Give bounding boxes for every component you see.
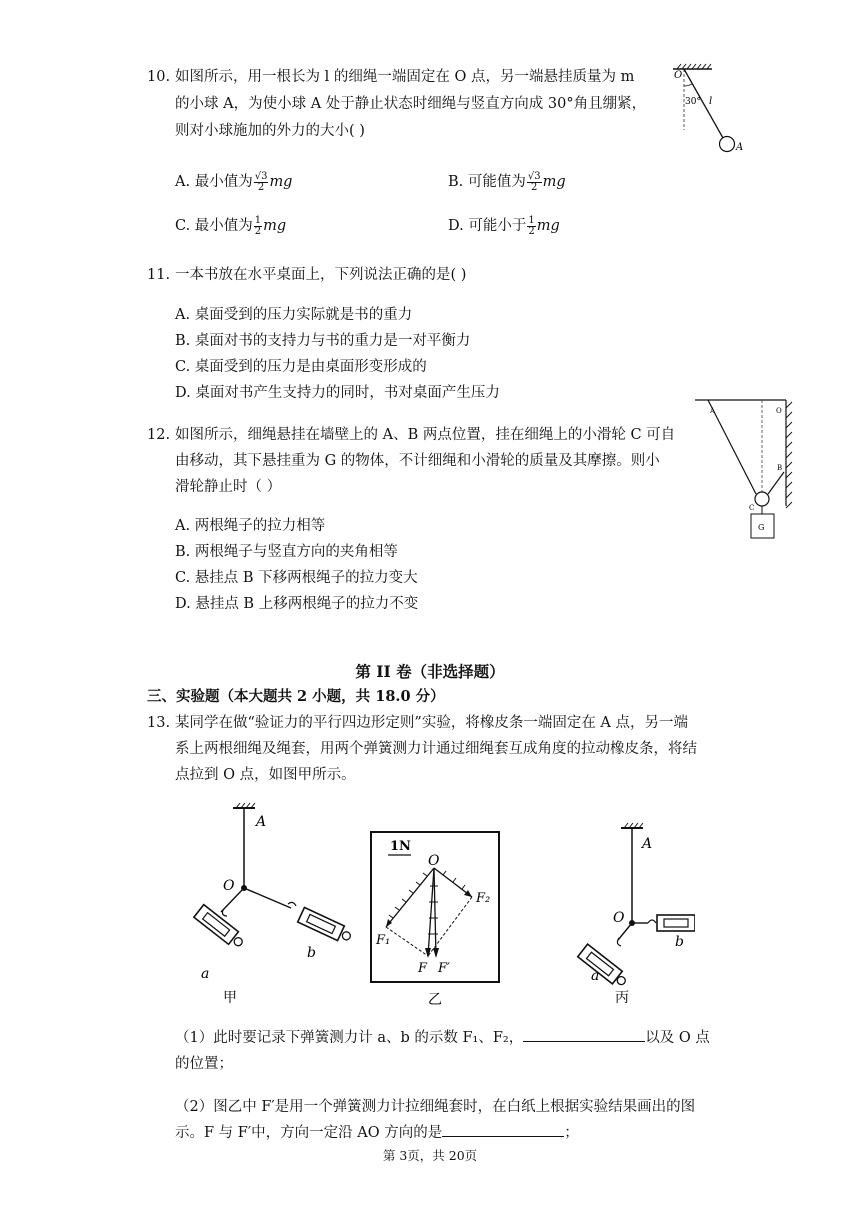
- q10-number: 10.: [147, 69, 171, 85]
- q13-sub2-end: ；: [564, 1125, 579, 1141]
- q13-sub2-line-2: [175, 1122, 579, 1144]
- yi-caption: 乙: [428, 992, 442, 1008]
- q13-figure-bing: [555, 822, 695, 1012]
- q10-option-d-text: D. 可能小于: [448, 218, 527, 234]
- q12-fig-label-b: B: [777, 464, 783, 472]
- bing-label-small-b: b: [675, 934, 684, 950]
- q10-option-b-text: B. 可能值为: [448, 174, 526, 190]
- q13-sub1-line: [175, 1027, 710, 1049]
- q11-stem: 一本书放在水平桌面上，下列说法正确的是( ): [175, 267, 467, 283]
- yi-label-f: F: [418, 961, 428, 976]
- jia-caption: 甲: [223, 990, 237, 1006]
- section-heading: 三、实验题（本大题共 2 小题，共 18.0 分）: [147, 688, 445, 705]
- q13-sub1-line-2: 的位置；: [175, 1056, 233, 1072]
- jia-label-o: O: [223, 878, 235, 894]
- q10-option-c-mg: mg: [263, 218, 287, 234]
- jia-label-a: A: [256, 814, 267, 830]
- q10-option-b-mg: mg: [542, 174, 566, 190]
- q13-figure-jia: [165, 802, 365, 1012]
- bing-caption: 丙: [615, 990, 629, 1006]
- q10-line-3: 则对小球施加的外力的大小( ): [175, 123, 365, 139]
- bing-label-o: O: [613, 910, 625, 926]
- q13-figure-yi: [366, 830, 506, 1012]
- q11-option-a: A. 桌面受到的压力实际就是书的重力: [175, 307, 413, 323]
- q12-fig-label-o: O: [776, 407, 782, 415]
- q10-fig-label-a: A: [736, 142, 744, 153]
- q12-option-c: C. 悬挂点 B 下移两根绳子的拉力变大: [175, 570, 418, 586]
- q10-line-2: 的小球 A，为使小球 A 处于静止状态时细绳与竖直方向成 30°角且绷紧，: [175, 96, 647, 112]
- yi-scale-label: 1N: [390, 839, 411, 854]
- q13-line-3: 点拉到 O 点，如图甲所示。: [175, 767, 356, 783]
- q12-number: 12.: [147, 427, 171, 443]
- bing-label-a: A: [642, 836, 653, 852]
- q13-sub2-blank[interactable]: [442, 1122, 564, 1137]
- q10-option-a: [175, 170, 292, 193]
- q10-line-1: 如图所示，用一根长为 l 的细绳一端固定在 O 点，另一端悬挂质量为 m: [175, 69, 635, 85]
- q10-fig-label-angle: 30°: [685, 97, 701, 107]
- q12-line-2: 由移动，其下悬挂重为 G 的物体，不计细绳和小滑轮的质量及其摩擦。则小: [175, 453, 660, 469]
- q10-option-c-den: 2: [254, 225, 262, 237]
- yi-label-fprime: F′: [438, 961, 450, 976]
- q13-line-1: 某同学在做“验证力的平行四边形定则”实验，将橡皮条一端固定在 A 点，另一端: [175, 715, 689, 731]
- q12-option-a: A. 两根绳子的拉力相等: [175, 518, 326, 534]
- q10-option-d-den: 2: [528, 225, 535, 237]
- q12-option-d: D. 悬挂点 B 上移两根绳子的拉力不变: [175, 596, 419, 612]
- q13-sub1-blank[interactable]: [523, 1027, 645, 1042]
- q12-figure: [690, 394, 800, 544]
- q10-option-d-num: 1: [528, 214, 535, 226]
- q10-fig-label-l: l: [709, 96, 713, 107]
- bing-label-small-a: a: [591, 968, 600, 984]
- yi-label-f1: F₁: [376, 933, 391, 948]
- yi-label-f2: F₂: [476, 891, 491, 906]
- page-footer: 第 3页，共 20页: [382, 1148, 478, 1163]
- q13-sub2-text: 示。F 与 F′中，方向一定沿 AO 方向的是: [175, 1125, 443, 1141]
- q12-line-1: 如图所示，细绳悬挂在墙壁上的 A、B 两点位置，挂在细绳上的小滑轮 C 可自: [175, 427, 676, 443]
- q13-line-2: 系上两根细绳及绳套，用两个弹簧测力计通过细绳套互成角度的拉动橡皮条，将结: [175, 741, 697, 757]
- q11-option-c: C. 桌面受到的压力是由桌面形变形成的: [175, 359, 427, 375]
- q10-option-d: [448, 214, 560, 237]
- q10-option-a-text: A. 最小值为: [175, 174, 253, 190]
- q10-option-b-num: √3: [527, 170, 541, 182]
- q10-option-b: [448, 170, 566, 193]
- q10-option-b-den: 2: [531, 181, 538, 193]
- q12-option-b: B. 两根绳子与竖直方向的夹角相等: [175, 544, 398, 560]
- q11-option-b: B. 桌面对书的支持力与书的重力是一对平衡力: [175, 333, 471, 349]
- q10-option-c-num: 1: [254, 214, 262, 226]
- q12-fig-label-c: C: [749, 504, 755, 512]
- q11-option-d: D. 桌面对书产生支持力的同时，书对桌面产生压力: [175, 385, 500, 401]
- q10-option-c-text: C. 最小值为: [175, 218, 253, 234]
- q10-option-d-mg: mg: [536, 218, 560, 234]
- q13-sub2-line-1: （2）图乙中 F′是用一个弹簧测力计拉细绳套时，在白纸上根据实验结果画出的图: [175, 1099, 696, 1115]
- q10-option-a-den: 2: [257, 181, 265, 193]
- q10-option-a-mg: mg: [269, 174, 293, 190]
- q10-option-c: [175, 214, 286, 237]
- q12-fig-label-g: G: [758, 523, 765, 532]
- q10-option-a-num: √3: [254, 170, 268, 182]
- q10-fig-label-o: O: [674, 70, 683, 81]
- jia-label-small-b: b: [307, 945, 316, 961]
- q13-sub1-text-b: 以及 O 点: [645, 1030, 710, 1046]
- yi-label-o: O: [428, 853, 440, 869]
- q13-sub1-text-a: （1）此时要记录下弹簧测力计 a、b 的示数 F₁、F₂，: [175, 1030, 524, 1046]
- part2-title: 第 II 卷（非选择题）: [355, 662, 505, 681]
- q12-fig-label-a: A: [710, 407, 716, 415]
- q11-number: 11.: [147, 267, 171, 283]
- jia-label-small-a: a: [201, 966, 210, 982]
- q10-figure: [668, 60, 758, 160]
- q12-line-3: 滑轮静止时（ ）: [175, 479, 282, 495]
- q13-number: 13.: [147, 715, 171, 731]
